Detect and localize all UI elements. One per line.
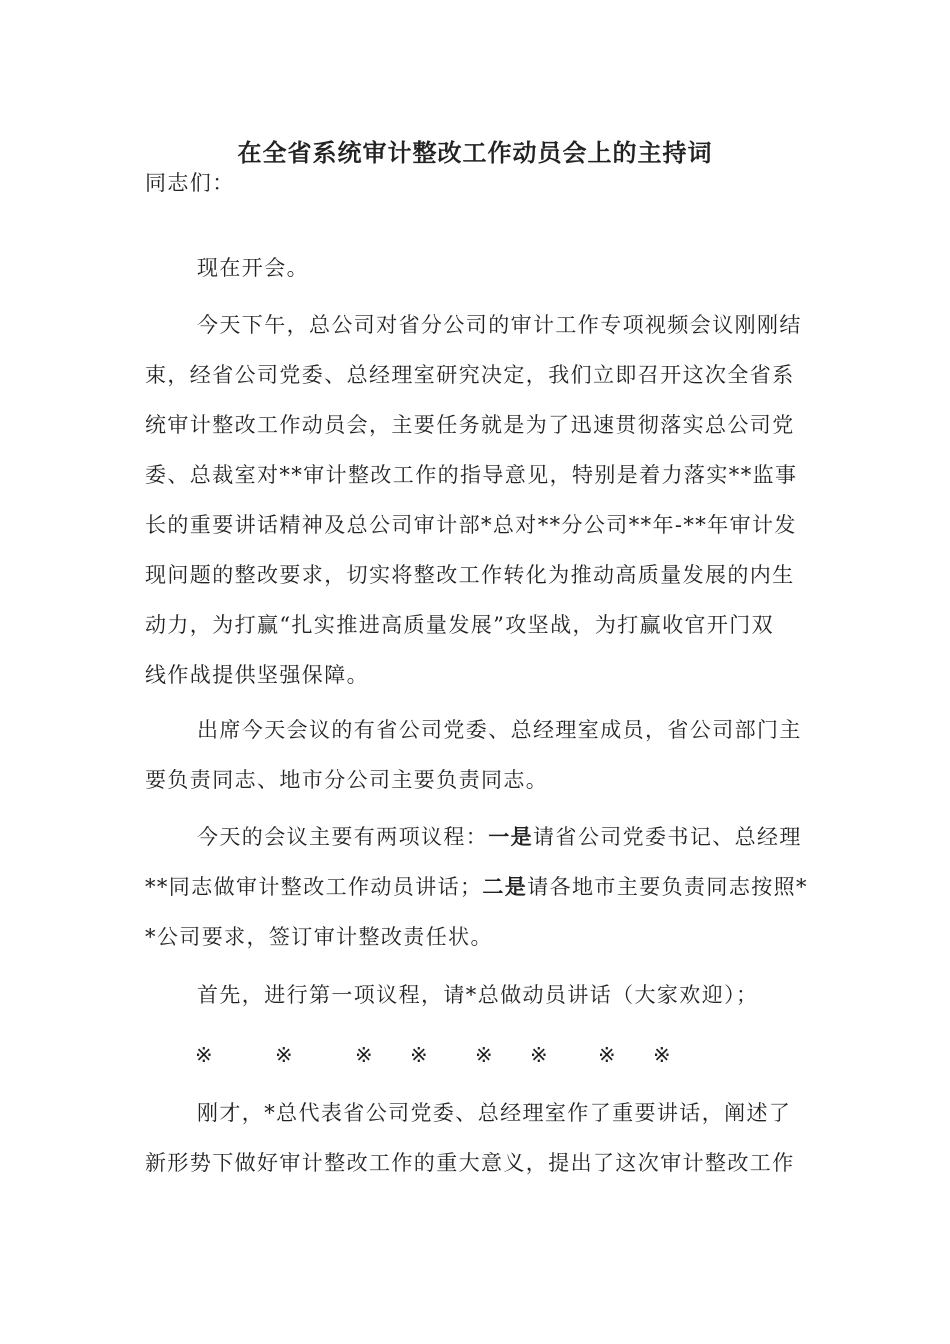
separator-mark: ※ [195,1043,213,1067]
paragraph-first-item: 首先，进行第一项议程，请*总做动员讲话（大家欢迎）； [197,983,759,1007]
separator-mark: ※ [355,1043,373,1067]
agenda-item-one-label: 一是 [488,824,534,849]
separator-mark: ※ [475,1043,493,1067]
paragraph-line [145,872,815,902]
agenda-text: 请各地市主要负责同志按照* [527,875,808,899]
paragraph-line: 刚才，*总代表省公司党委、总经理室作了重要讲话，阐述了 [197,1101,792,1125]
paragraph-line: 统审计整改工作动员会，主要任务就是为了迅速贯彻落实总公司党 [145,413,795,437]
paragraph-line: 要负责同志、地市分公司主要负责同志。 [145,768,549,792]
paragraph-line: 线作战提供坚强保障。 [145,663,369,687]
agenda-text: 今天的会议主要有两项议程： [197,825,489,849]
separator-mark: ※ [653,1043,671,1067]
separator-mark: ※ [410,1043,428,1067]
paragraph-line: *公司要求，签订审计整改责任状。 [145,925,493,949]
paragraph-line: 现问题的整改要求，切实将整改工作转化为推动高质量发展的内生 [145,563,795,587]
agenda-item-two-label: 二是 [482,874,528,899]
separator-mark: ※ [530,1043,548,1067]
paragraph-line [197,822,867,852]
paragraph-line: 动力，为打赢“扎实推进高质量发展”攻坚战，为打赢收官开门双 [145,613,775,637]
agenda-text: **同志做审计整改工作动员讲话； [145,875,483,899]
paragraph-line: 今天下午，总公司对省分公司的审计工作专项视频会议刚刚结 [197,313,802,337]
separator-mark: ※ [275,1043,293,1067]
paragraph-line: 委、总裁室对**审计整改工作的指导意见，特别是着力落实**监事 [145,463,798,487]
separator-mark: ※ [598,1043,616,1067]
paragraph-line: 束，经省公司党委、总经理室研究决定，我们立即召开这次全省系 [145,363,795,387]
paragraph-opening: 现在开会。 [197,256,309,280]
paragraph-line: 出席今天会议的有省公司党委、总经理室成员，省公司部门主 [197,718,802,742]
salutation: 同志们： [145,171,235,195]
document-title: 在全省系统审计整改工作动员会上的主持词 [237,138,713,167]
agenda-text: 请省公司党委书记、总经理 [533,825,802,849]
section-separator [0,1040,950,1070]
paragraph-line: 长的重要讲话精神及总公司审计部*总对**分公司**年-**年审计发 [145,513,797,537]
paragraph-line: 新形势下做好审计整改工作的重大意义，提出了这次审计整改工作 [145,1151,795,1175]
